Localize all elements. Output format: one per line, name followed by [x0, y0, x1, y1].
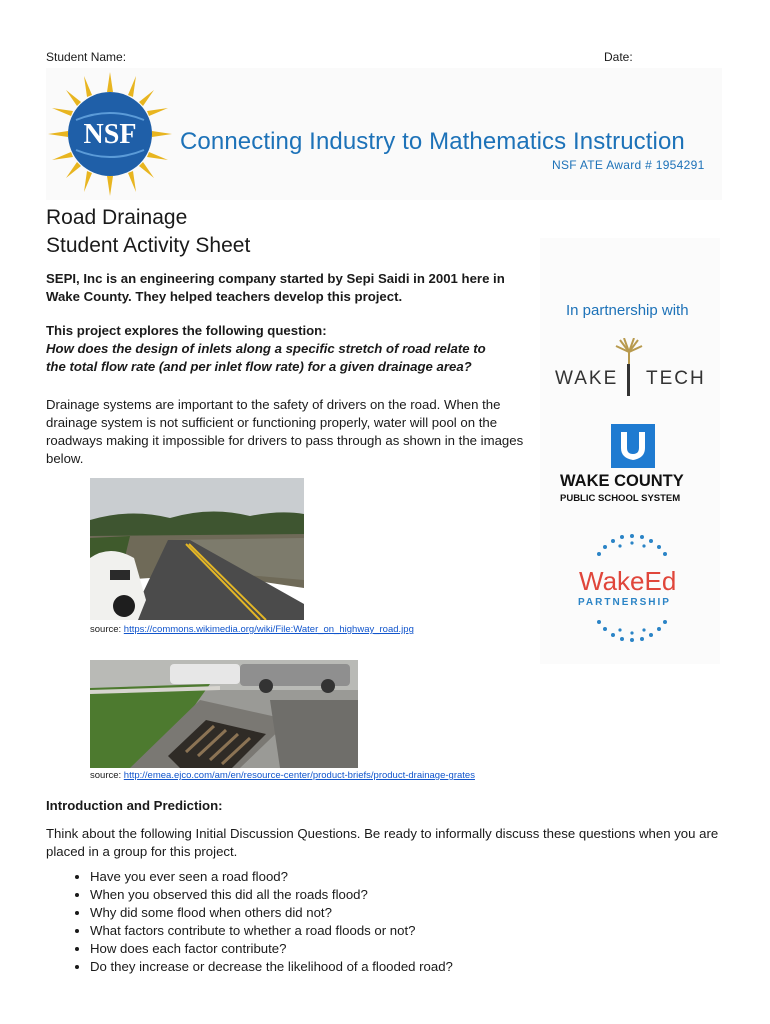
intro-line-1: SEPI, Inc is an engineering company started by Sepi Saidi in 2001 here in: [46, 271, 505, 286]
image1-source-label: source:: [90, 624, 124, 635]
section-heading: Introduction and Prediction:: [46, 798, 223, 813]
image1-source: [90, 624, 414, 635]
document-subtitle: Student Activity Sheet: [46, 234, 251, 257]
wcpss-logo-icon: [611, 424, 655, 468]
wcpss-subtitle: PUBLIC SCHOOL SYSTEM: [560, 493, 681, 504]
document-title: Road Drainage: [46, 206, 188, 229]
list-item: • Do they increase or decrease the likelihood of a flooded road?: [90, 958, 750, 976]
research-question-line-1: How does the design of inlets along a specific stretch of road relate to: [46, 341, 486, 356]
list-item: • When you observed this did all the roads flood?: [90, 886, 750, 904]
wake-tech-logo-right: TECH: [646, 368, 706, 389]
nsf-logo-text: NSF: [83, 119, 137, 150]
drainage-grate-photo: [90, 660, 358, 768]
image1-source-link[interactable]: https://commons.wikimedia.org/wiki/File:Water_on_highway_road.jpg: [123, 624, 414, 635]
wcpss-name: WAKE COUNTY: [560, 472, 684, 490]
list-item: • Have you ever seen a road flood?: [90, 868, 750, 886]
section-instructions: Think about the following Initial Discussion Questions. Be ready to informally discuss these questions when you are placed in a group for this project.: [46, 826, 719, 859]
banner-title: Connecting Industry to Mathematics Instruction: [180, 128, 685, 155]
drainage-paragraph: Drainage systems are important to the safety of drivers on the road. When the drainage system is not sufficient or functioning properly, water will pool on the roadways making it impossible for drivers to pass through as shown in the images below.: [46, 397, 524, 466]
nsf-logo: [46, 70, 174, 198]
discussion-questions-list: [46, 868, 750, 976]
list-item: • Why did some flood when others did not?: [90, 904, 750, 922]
list-item: • How does each factor contribute?: [90, 940, 750, 958]
image2-source: [90, 770, 475, 781]
date-label: Date:: [604, 50, 633, 64]
banner-award-number: NSF ATE Award # 1954291: [552, 158, 705, 172]
student-name-label: Student Name:: [46, 50, 127, 64]
research-question-line-2: the total flow rate (and per inlet flow rate) for a given drainage area?: [46, 359, 472, 374]
flooded-highway-photo: [90, 478, 304, 620]
image2-source-link[interactable]: http://emea.ejco.com/am/en/resource-center/product-briefs/product-drainage-grates: [123, 770, 475, 781]
partnership-heading: In partnership with: [566, 302, 689, 319]
wake-tech-divider: [627, 364, 630, 396]
image2-source-label: source:: [90, 770, 124, 781]
question-lead: This project explores the following question:: [46, 323, 327, 338]
intro-line-2: Wake County. They helped teachers develop this project.: [46, 289, 403, 304]
wake-tech-logo-left: WAKE: [555, 368, 619, 389]
wakeed-subtitle: PARTNERSHIP: [578, 597, 671, 608]
list-item: • What factors contribute to whether a road floods or not?: [90, 922, 750, 940]
wakeed-name: WakeEd: [579, 566, 677, 596]
